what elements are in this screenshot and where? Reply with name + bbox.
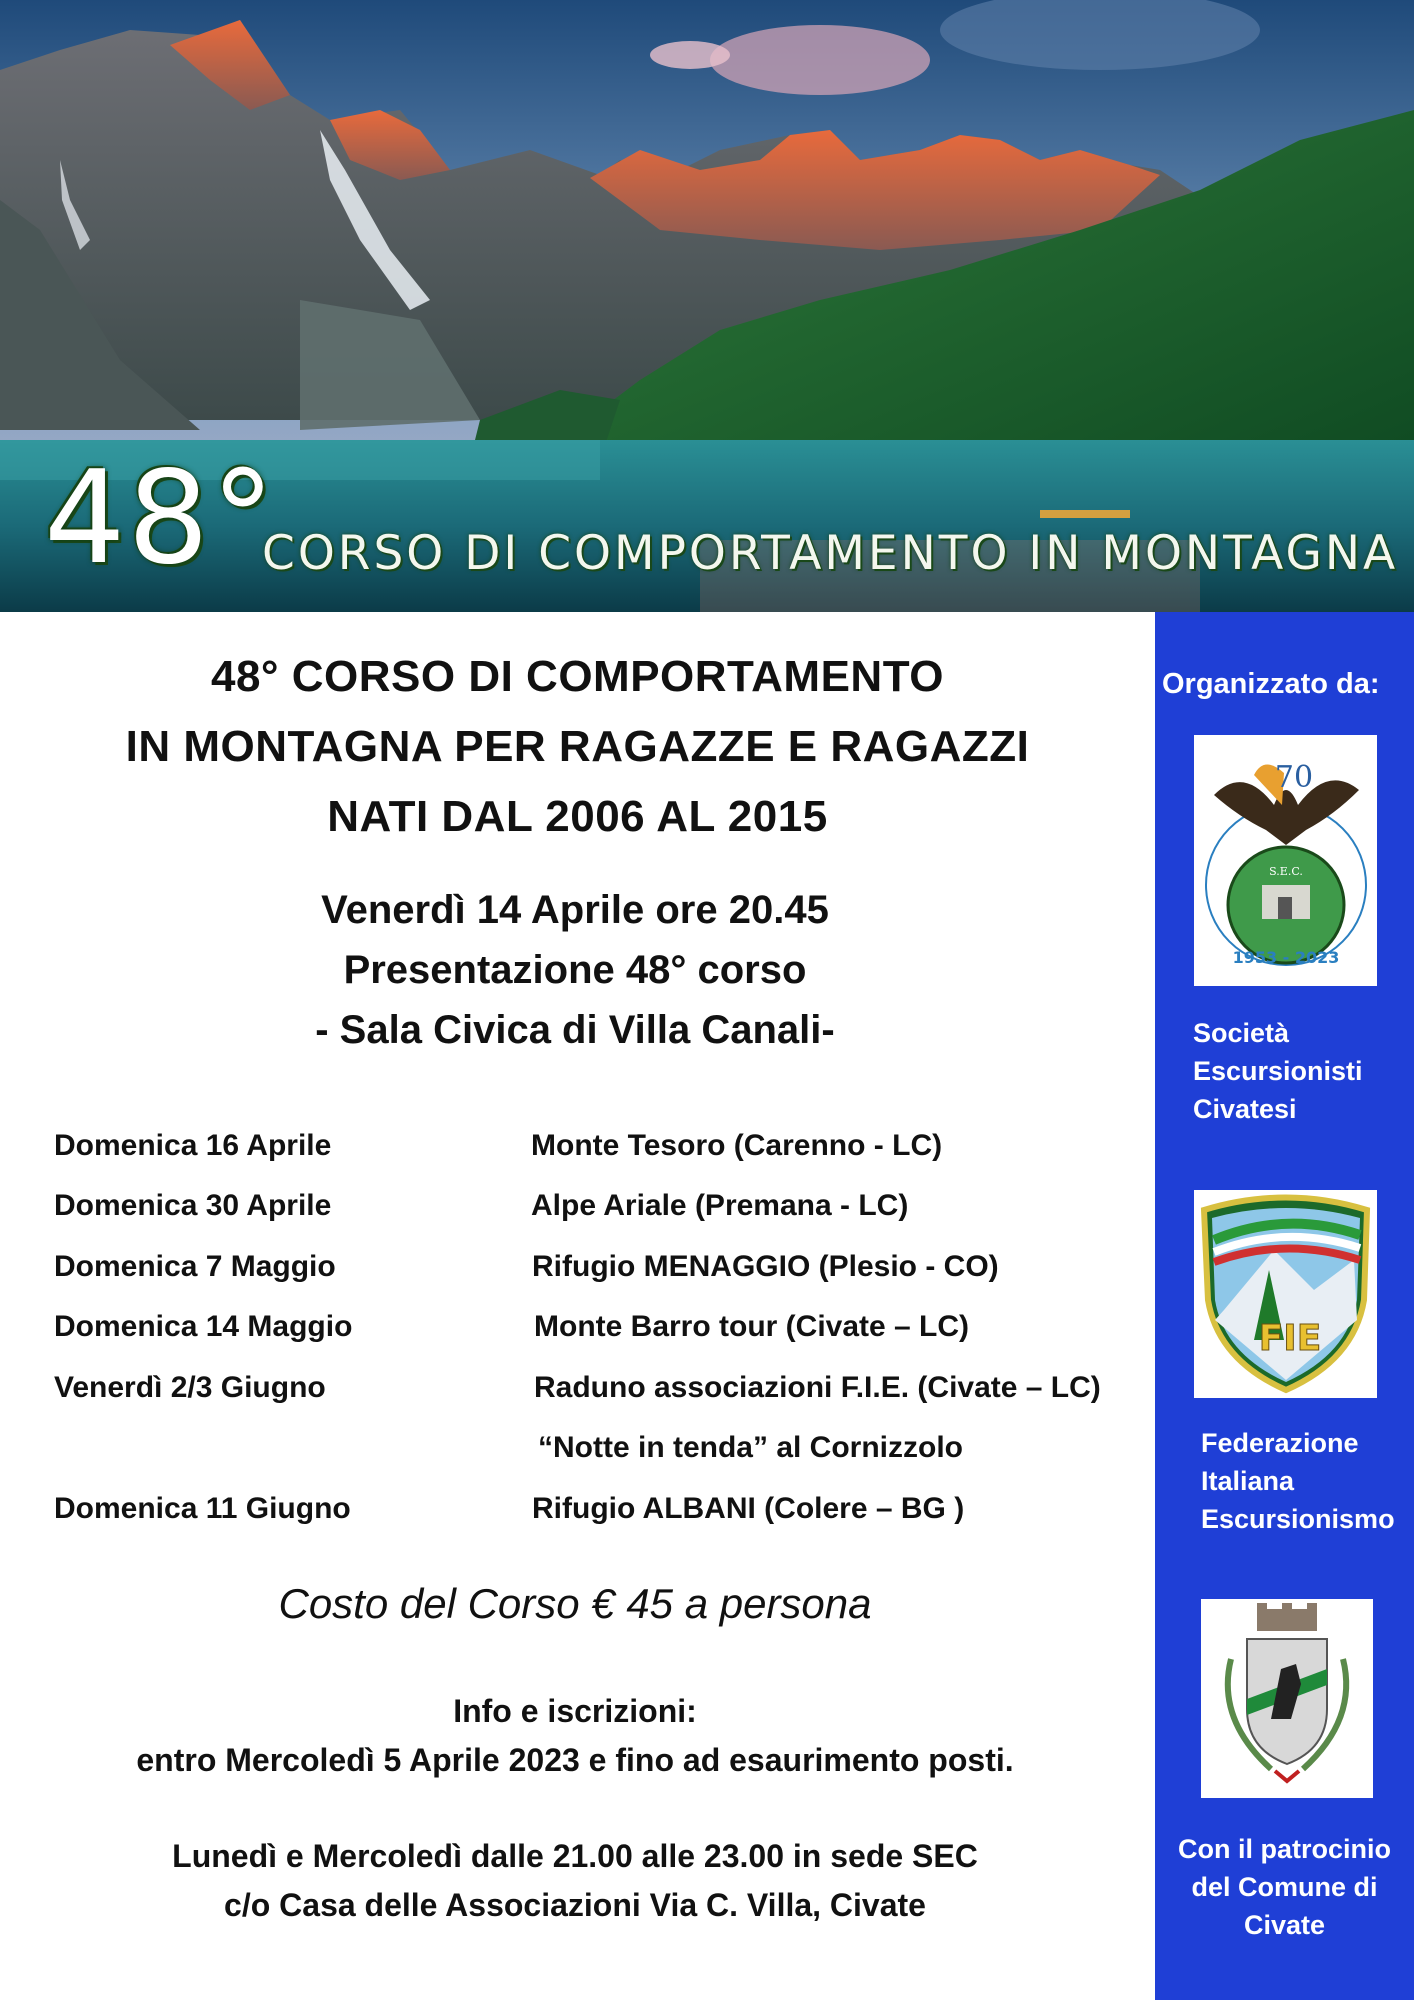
schedule-place: Monte Barro tour (Civate – LC) (534, 1310, 970, 1343)
presentation-date: Venerdì 14 Aprile ore 20.45 (321, 888, 829, 932)
info-heading: Info e iscrizioni: (453, 1693, 697, 1729)
schedule-date: Domenica 16 Aprile (54, 1129, 332, 1162)
organizers-sidebar (1155, 612, 1414, 2000)
info-address: c/o Casa delle Associazioni Via C. Villa, Civate (224, 1887, 926, 1923)
organizers-heading: Organizzato da: (1162, 668, 1380, 700)
svg-text:70: 70 (1274, 760, 1314, 795)
svg-text:FIE: FIE (1258, 1318, 1322, 1359)
hero-course-number: 48° (44, 444, 277, 593)
fie-shield-icon (1194, 1190, 1377, 1398)
schedule-place: Raduno associazioni F.I.E. (Civate – LC) (534, 1371, 1101, 1404)
fie-logo (1194, 1190, 1377, 1398)
schedule-place: Alpe Ariale (Premana - LC) (531, 1189, 909, 1222)
svg-text:S.E.C.: S.E.C. (1269, 865, 1303, 878)
presentation-title: Presentazione 48° corso (343, 948, 807, 992)
heading-line-2: IN MONTAGNA PER RAGAZZE E RAGAZZI (125, 722, 1030, 771)
hero-banner (0, 0, 1414, 612)
hero-title: CORSO DI COMPORTAMENTO IN MONTAGNA (262, 526, 1399, 581)
org-label-civate: Con il patrocinio del Comune di Civate (1178, 1834, 1391, 1940)
info-deadline: entro Mercoledì 5 Aprile 2023 e fino ad esaurimento posti. (136, 1742, 1014, 1778)
schedule-date: Domenica 30 Aprile (54, 1189, 332, 1222)
org-label-fie: Federazione Italiana Escursionismo (1201, 1428, 1395, 1534)
coat-of-arms-icon (1201, 1599, 1373, 1798)
heading-line-3: NATI DAL 2006 AL 2015 (327, 792, 828, 841)
org-label-sec: Società Escursionisti Civatesi (1193, 1018, 1363, 1124)
course-cost: Costo del Corso € 45 a persona (278, 1580, 872, 1627)
schedule-date: Domenica 7 Maggio (54, 1250, 336, 1283)
info-hours: Lunedì e Mercoledì dalle 21.00 alle 23.00 in sede SEC (172, 1838, 978, 1874)
svg-text:1953 - 2023: 1953 - 2023 (1232, 948, 1340, 967)
presentation-venue: - Sala Civica di Villa Canali- (315, 1008, 835, 1052)
schedule-date: Domenica 14 Maggio (54, 1310, 353, 1343)
schedule-place: “Notte in tenda” al Cornizzolo (538, 1431, 963, 1464)
schedule-place: Rifugio ALBANI (Colere – BG ) (532, 1492, 965, 1525)
schedule-date: Venerdì 2/3 Giugno (54, 1371, 326, 1404)
main-content (0, 612, 1155, 2000)
sec-logo (1194, 735, 1377, 986)
heading-line-1: 48° CORSO DI COMPORTAMENTO (210, 652, 945, 701)
schedule-place: Rifugio MENAGGIO (Plesio - CO) (532, 1250, 999, 1283)
schedule-date: Domenica 11 Giugno (54, 1492, 351, 1525)
schedule-place: Monte Tesoro (Carenno - LC) (531, 1129, 943, 1162)
eagle-emblem-icon (1194, 735, 1377, 986)
civate-coat-of-arms (1201, 1599, 1373, 1798)
